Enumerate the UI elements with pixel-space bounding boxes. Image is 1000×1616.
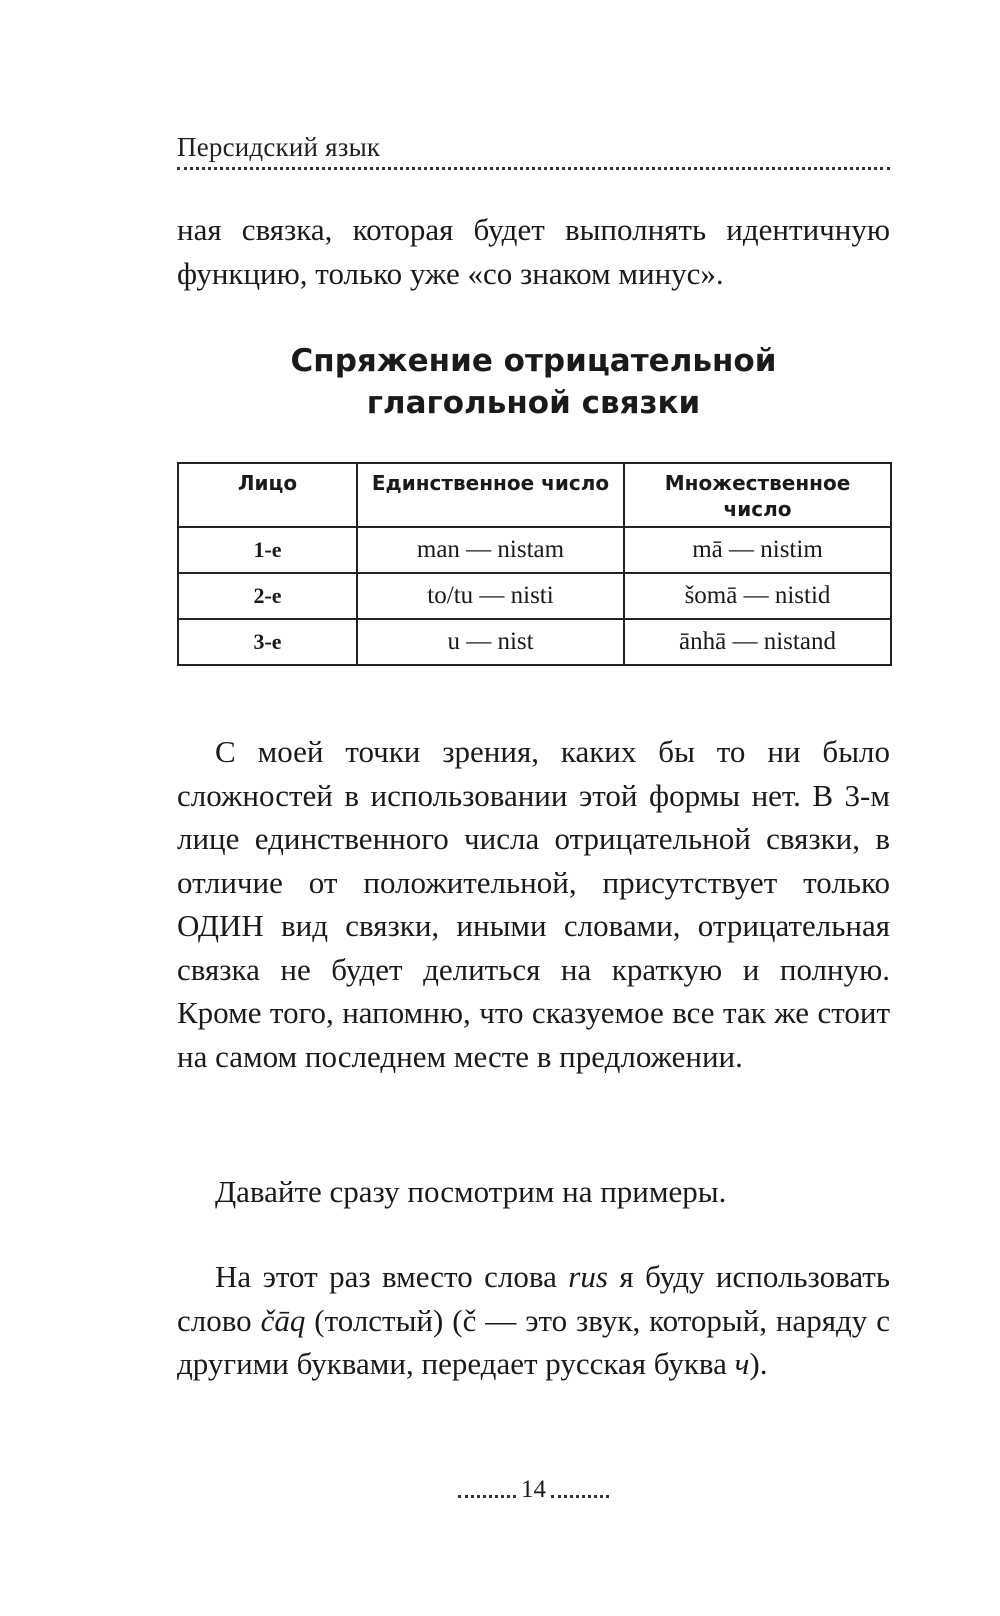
- paragraph-explanation: С моей точки зрения, каких бы то ни было сложностей в использовании этой формы нет. В 3-м лице единственного числа отрицательной связки, в отличие от положительной, присутствует только ОДИН вид связки, иными словами, отрицательная связка не будет делиться на краткую и полную. Кроме того, напомню, что сказуемое все так же стоит на самом последнем месте в предложении.: [177, 734, 890, 1074]
- header-person: Лицо: [178, 463, 357, 527]
- section-heading-line-2: глагольной связки: [366, 385, 701, 421]
- cell-singular: man — nistam: [357, 527, 624, 573]
- table-row: [178, 573, 891, 619]
- folio-dots-left: [458, 1495, 516, 1498]
- document-page: [177, 0, 890, 1616]
- folio-dots-right: [551, 1495, 609, 1498]
- cell-singular: u — nist: [357, 619, 624, 665]
- text-fragment: (толстый) (č — это звук, который, наряду с другими буквами, передает русская буква: [177, 1302, 890, 1381]
- cell-plural: šomā — nistid: [624, 573, 891, 619]
- table-header-row: [178, 463, 891, 527]
- italic-letter-ch: ч: [734, 1346, 750, 1381]
- paragraph-examples-intro: Давайте сразу посмотрим на примеры.: [215, 1174, 727, 1209]
- paragraph-intro: ная связка, которая будет выполнять идентичную функцию, только уже «со знаком минус».: [177, 212, 890, 291]
- cell-person: 2-е: [178, 573, 357, 619]
- table-row: [178, 619, 891, 665]
- cell-plural: mā — nistim: [624, 527, 891, 573]
- running-head: Персидский язык: [177, 132, 381, 162]
- section-heading: [177, 340, 890, 424]
- paragraph-word-change: [177, 1255, 890, 1386]
- section-heading-line-1: Спряжение отрицательной: [290, 343, 777, 379]
- cell-plural: ānhā — nistand: [624, 619, 891, 665]
- header-plural: Множественное число: [624, 463, 891, 527]
- text-fragment: ).: [749, 1346, 768, 1381]
- table-row: [178, 527, 891, 573]
- italic-word-rus: rus: [568, 1259, 608, 1294]
- conjugation-table: [177, 462, 892, 666]
- text-fragment: На этот раз вместо слова: [215, 1259, 569, 1294]
- cell-singular: to/tu — nisti: [357, 573, 624, 619]
- text-fragment: я буду использовать слово: [177, 1259, 890, 1338]
- page-number: 14: [521, 1476, 546, 1503]
- cell-person: 3-е: [178, 619, 357, 665]
- header-singular: Единственное число: [357, 463, 624, 527]
- italic-word-chaq: čāq: [260, 1302, 306, 1338]
- cell-person: 1-е: [178, 527, 357, 573]
- page-number-footer: [177, 1476, 890, 1504]
- header-dotted-rule: [177, 167, 890, 170]
